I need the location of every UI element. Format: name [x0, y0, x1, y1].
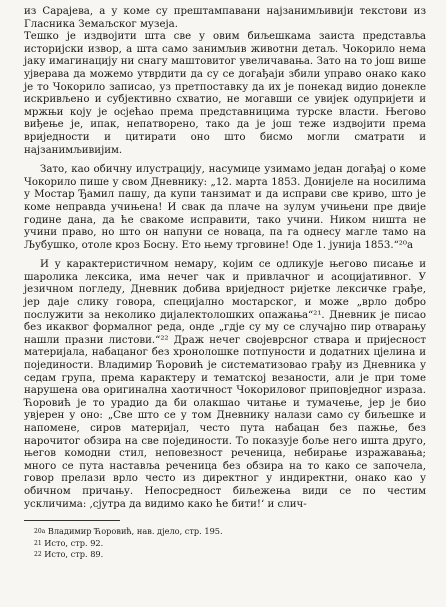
- body-paragraph-1: из Сарајева, а у коме су прештампавани најзанимљивији текстови из Гласника Земаљског музеја. Тешко је издвојити шта све у овим биљешкама заиста представља историјски извор, а шта само занимљив животни детаљ. Чокорило нема јаку имагинацију ни снагу маштовитог увеличавања. Зато на то још више ујверава да можемо утврдити да су се догађаји збили управо онако како је то Чокорило записао, уз претпоставку да их је понекад видио донекле искривљено и субјективно схватио, не могавши се увијек одупријети и мржњи коју је осјећао према представницима турске власти. Његово виђење је, ипак, непатворено, тако да је још теже издвојити према вриједности и цитирати оно што бисмо могли сматрати и најзанимљивијим.: [24, 6, 426, 156]
- body-paragraph-2: Зато, као обичну илустрацију, насумице узимамо један догађај о коме Чокорило пише у свом Дневнику: „12. марта 1853. Донијеле на носилима у Мостар Ђамил пашу, да купи танзимат и да исправи све криво, што је коме неправда учињена! И свак да плаче на зулум учињени пре двије године дана, да ће свакоме исправити, тако учини. Ником ништа не учини право, но што он напуни се новаца, па га однесу магле тамо на Љубушко, отоле кроз Босну. Ето њему трговине! Оде 1. јунија 1853.“²⁰a: [24, 164, 426, 251]
- footnote-22: [24, 549, 426, 560]
- footnote-text: Исто, стр. 92.: [44, 537, 104, 548]
- body-paragraph-3: И у карактеристичном немару, којим се одликује његово писање и шаролика лексика, има нечег чак и привлачног и асоцијативног. У језичном погледу, Дневник добива вриједност ријетке лексичке грађе, јер даје слику говора, специјално мостарског, и може „врло добро послужити за неколико дијалектолошких опажања“²¹. Дневник је писао без икаквог формалног реда, онде „гдје су му се случајно пир отварању нашли празни листови.“²² Драж нечег својеврсног стварa и пријесност материјала, набацаног без хронолошке потпуности и додатних цјелина и појединости. Владимир Ћоровић је систематизовао грађу из Дневника у седам група, према карактеру и тематској везаности, али је при томе нарушена ова оригинална хаотичност Чокориловог приповједног израза. Ћоровић је то урадио да би олакшао читање и тумачење, јер је био увјерен у оно: „Све што се у том Дневнику налази само су биљешке и напомене, сиров материјал, често пута набацан без пажње, без нарочитог обзира на све појединости. То показује боље него ишта друго, његов комодни стил, неповезност реченица, небирање изражавања; много се пута наставља реченица без обзира на то како се започела, говор прелази врло често из директног у индиректни, онако као у обичном причању. Непосредност биљежења види се по честим ускличима: ‚сјутра да видимо како ће бити!‘ и слич-: [24, 259, 426, 510]
- footnote-text: Исто, стр. 89.: [44, 548, 104, 559]
- footnote-20a: [24, 526, 426, 537]
- footnote-mark: 20a: [34, 528, 46, 536]
- footnote-mark: 21: [34, 539, 42, 547]
- footnote-text: Владимир Ћоровић, нав. дјело, стр. 195.: [47, 526, 223, 537]
- footnote-divider: [24, 520, 120, 521]
- footnote-mark: 22: [34, 550, 42, 558]
- footnote-21: [24, 538, 426, 549]
